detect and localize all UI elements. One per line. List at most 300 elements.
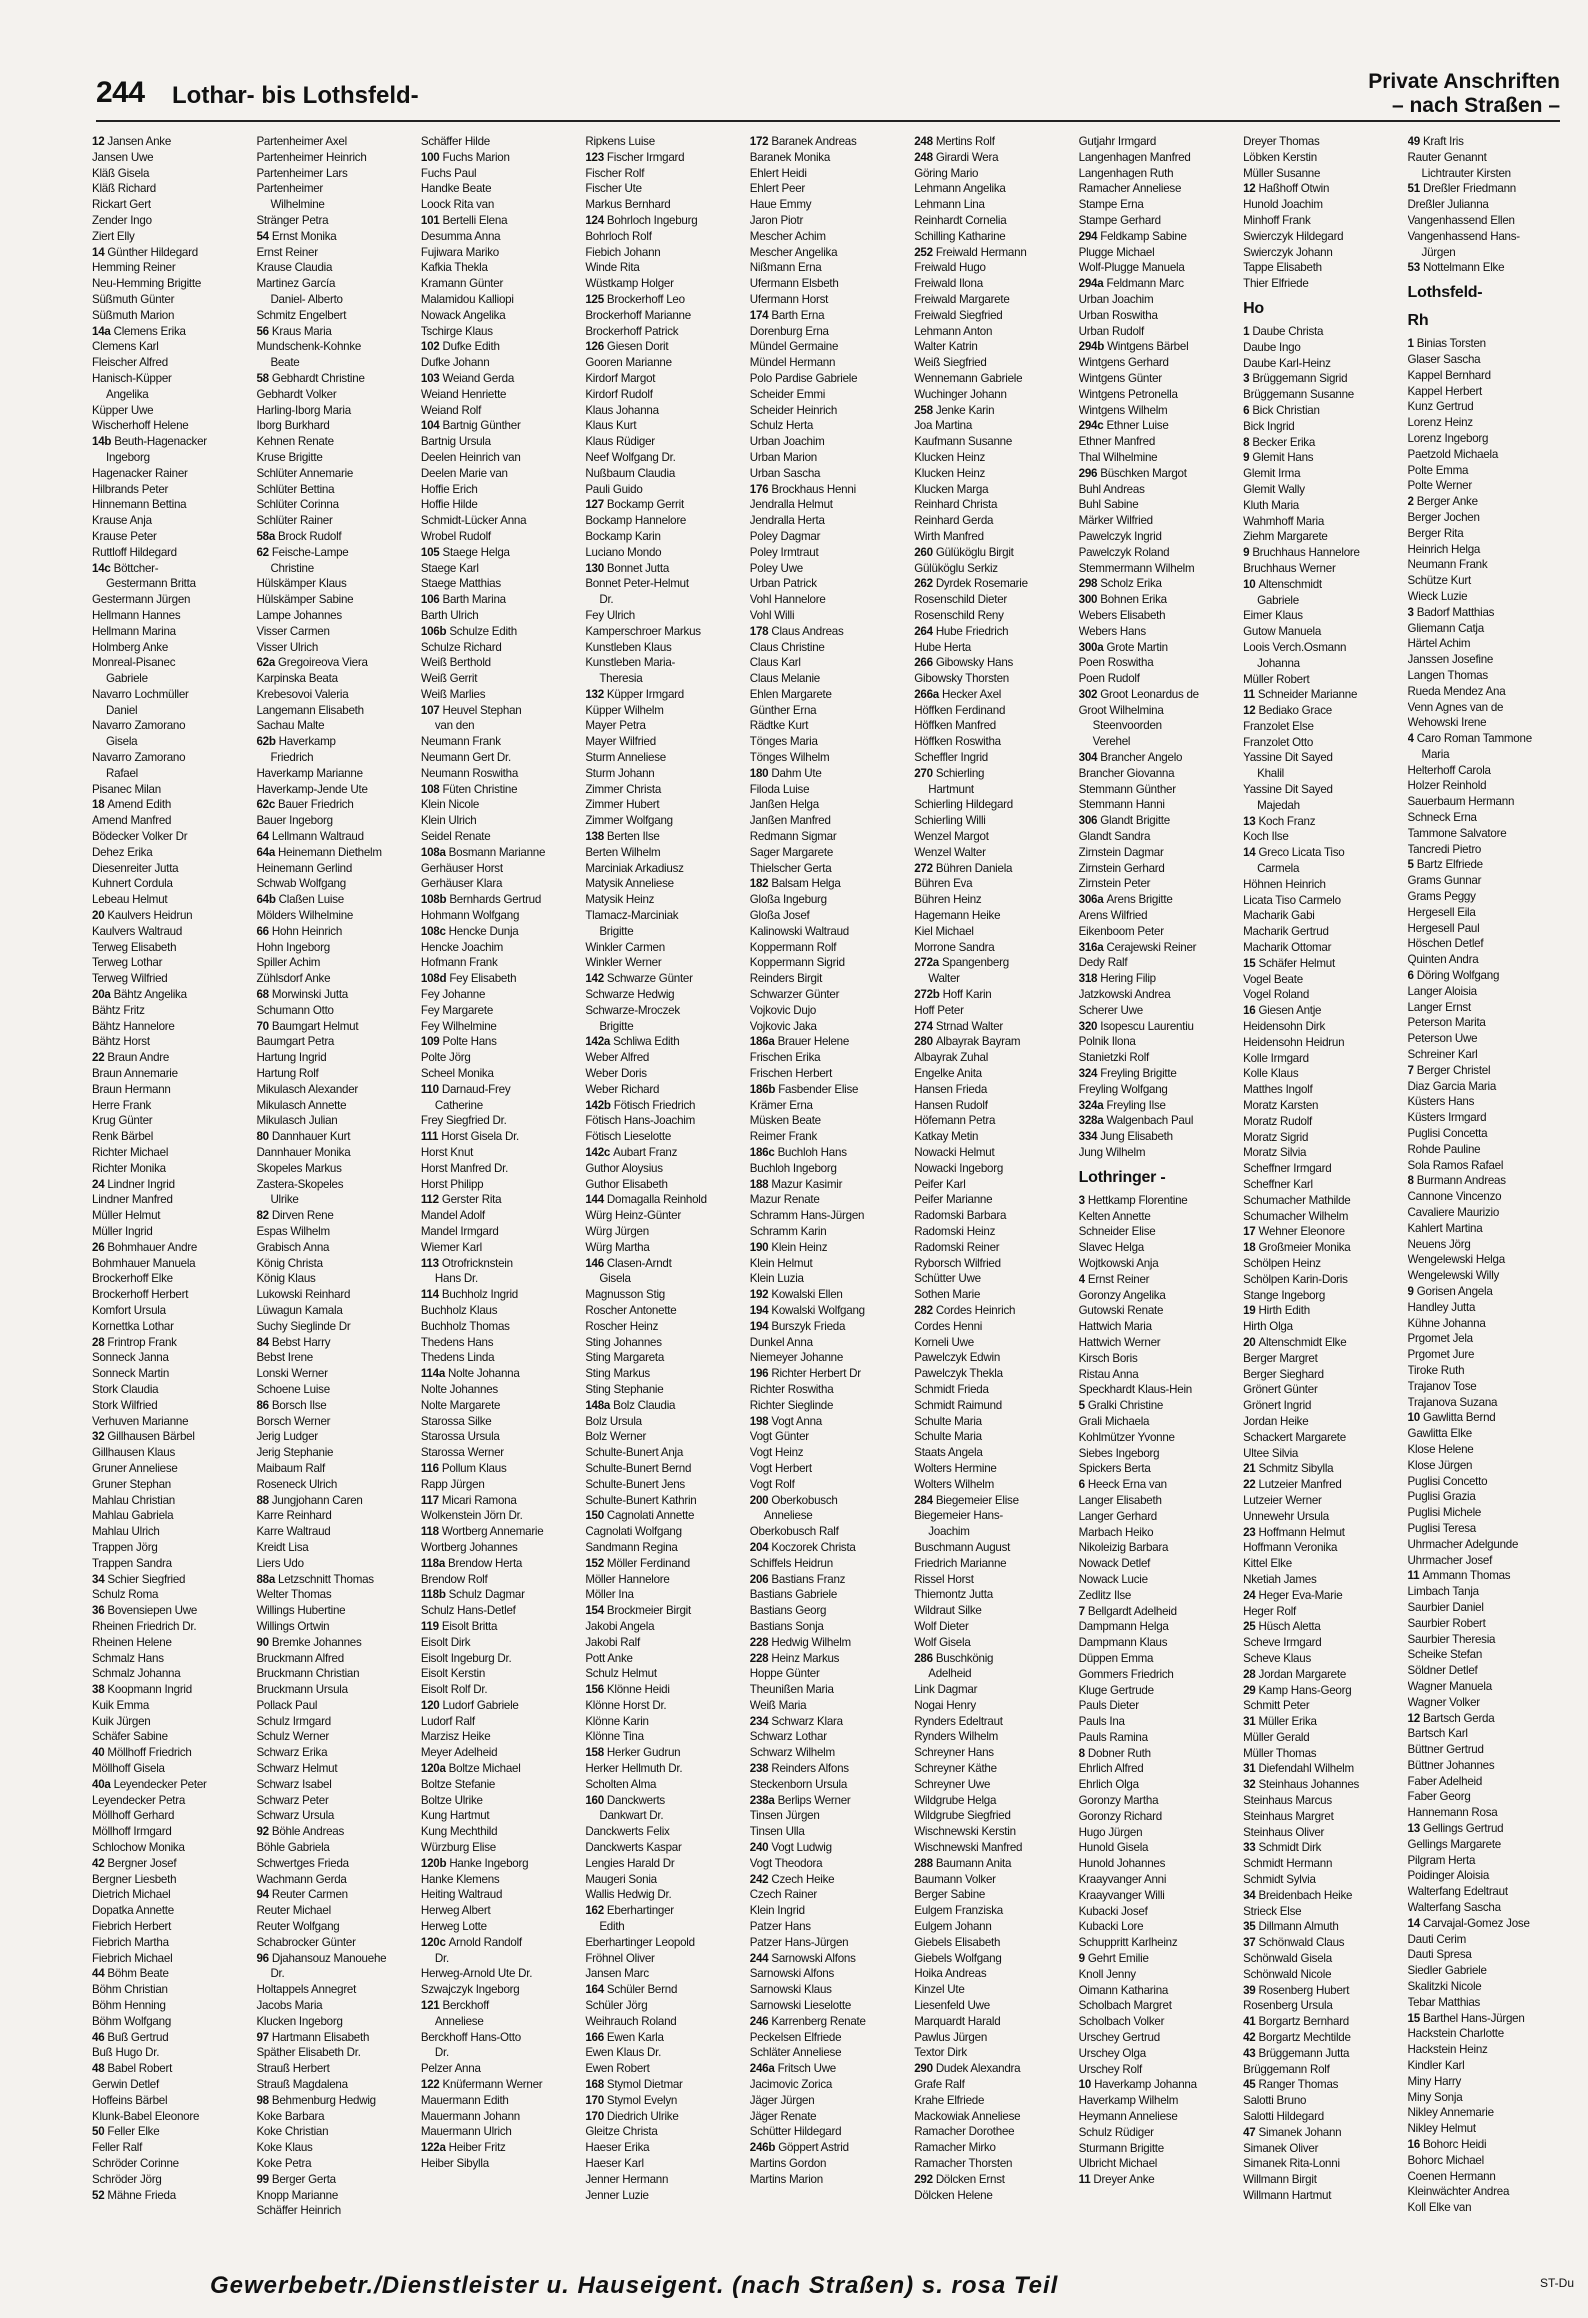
directory-entry: [585, 750, 741, 766]
directory-entry: [1079, 2093, 1235, 2109]
resident-name: Gebhardt Christine: [271, 371, 365, 385]
directory-entry: [92, 497, 248, 513]
resident-name: Berger Gerta: [271, 2172, 336, 2186]
directory-entry: [256, 1098, 412, 1114]
directory-entry: [1243, 1319, 1399, 1335]
resident-name: Baranek Andreas: [771, 135, 857, 148]
directory-entry: [421, 1350, 577, 1366]
resident-name: Berten Ilse: [606, 830, 660, 844]
resident-name: Küsters Irmgard: [1407, 1111, 1487, 1125]
directory-entry: [585, 260, 741, 276]
resident-name: Klunk-Babel Eleonore: [92, 2109, 200, 2123]
resident-name: Mündel Hermann: [749, 356, 836, 370]
resident-name: Berger Margret: [1243, 1351, 1318, 1365]
directory-entry: [1408, 229, 1564, 245]
directory-entry: [914, 892, 1070, 908]
directory-entry: [92, 813, 248, 829]
house-number: 8: [1407, 1174, 1414, 1188]
resident-name: Koch Franz: [1258, 814, 1316, 828]
directory-entry: [585, 1777, 741, 1793]
resident-name: Liesenfeld Uwe: [914, 1999, 990, 2013]
directory-entry: [750, 1271, 906, 1287]
resident-name: Bovensiepen Uwe: [107, 1604, 198, 1618]
resident-name: Mündel Germaine: [749, 340, 839, 354]
resident-name: Hunold Joachim: [1243, 198, 1323, 212]
resident-name: Bartnig Ursula: [420, 435, 491, 449]
resident-name: Thedens Linda: [420, 1351, 495, 1365]
resident-name: Schierling: [935, 766, 985, 780]
resident-name: Kamperschroer Markus: [585, 624, 701, 638]
resident-name: Schmidt Frieda: [914, 1382, 989, 1396]
directory-entry: [585, 1966, 741, 1982]
directory-column: [750, 134, 906, 2264]
directory-entry: [92, 561, 248, 577]
directory-entry: [914, 1840, 1070, 1856]
directory-entry: [914, 1951, 1070, 1967]
resident-name: Jordan Heike: [1243, 1414, 1309, 1428]
resident-name: Schmidt Sylvia: [1243, 1873, 1316, 1887]
directory-entry: [421, 276, 577, 292]
resident-name: Weber Doris: [585, 1067, 647, 1081]
directory-entry: [92, 1161, 248, 1177]
directory-entry: [1243, 640, 1399, 656]
resident-name: Reuter Michael: [256, 1904, 331, 1918]
resident-name: Wintgens Günter: [1078, 371, 1162, 385]
directory-entry: [1408, 1252, 1564, 1268]
resident-name: Schulz Hans-Detlef: [420, 1604, 516, 1618]
directory-entry: [1243, 782, 1399, 798]
directory-entry: [92, 750, 248, 766]
resident-name: Ziert Elly: [92, 229, 135, 243]
resident-name: Klönne Karin: [585, 1714, 649, 1728]
resident-name: Klaus Kurt: [585, 419, 637, 433]
house-number: 90: [256, 1635, 269, 1649]
directory-entry: [92, 845, 248, 861]
resident-name: Klaus Rüdiger: [585, 435, 655, 449]
directory-entry: [585, 418, 741, 434]
resident-name: Lutzeier Manfred: [1258, 1478, 1342, 1492]
resident-name: Ewen Klaus Dr.: [585, 2046, 662, 2060]
house-number: 9: [1078, 1952, 1085, 1966]
directory-entry: [750, 1366, 906, 1382]
resident-name: Mescher Achim: [749, 229, 826, 243]
house-number: 106: [420, 593, 440, 607]
directory-entry: [585, 734, 741, 750]
resident-name: Haßhoff Otwin: [1258, 182, 1330, 196]
resident-name: Visser Carmen: [256, 624, 330, 638]
resident-name: Espas Wilhelm: [256, 1224, 330, 1238]
directory-entry: [1079, 434, 1235, 450]
resident-name: Dannhauer Monika: [256, 1146, 351, 1159]
directory-entry: [750, 2156, 906, 2172]
directory-entry: [1243, 1461, 1399, 1477]
resident-name: Müller Thomas: [1243, 1746, 1317, 1760]
directory-entry: [585, 1414, 741, 1430]
directory-entry: [750, 1319, 906, 1335]
directory-entry: [1079, 624, 1235, 640]
resident-name: Angelika: [106, 387, 149, 401]
resident-name: Miny Harry: [1407, 2074, 1462, 2088]
directory-entry: [1079, 640, 1235, 656]
resident-name: Feldkamp Sabine: [1100, 229, 1187, 243]
directory-entry: [92, 434, 248, 450]
directory-entry: [585, 2124, 741, 2140]
resident-name: Ufermann Elsbeth: [749, 277, 839, 291]
resident-name: Partenheimer Axel: [256, 135, 347, 148]
directory-entry: [1079, 1382, 1235, 1398]
resident-name: Karre Waltraud: [256, 1525, 331, 1539]
directory-entry: [914, 1556, 1070, 1572]
directory-entry: [256, 892, 412, 908]
house-number: 6: [1078, 1478, 1085, 1492]
directory-entry: [1079, 876, 1235, 892]
resident-name: Mandel Adolf: [420, 1209, 485, 1223]
directory-entry: [1079, 1572, 1235, 1588]
resident-name: Weiß Maria: [749, 1698, 807, 1712]
house-number: 150: [585, 1509, 604, 1523]
resident-name: Eisolt Ingeburg Dr.: [420, 1651, 512, 1665]
house-number: 286: [914, 1651, 933, 1665]
directory-entry: [1243, 435, 1399, 451]
resident-name: Steenvoorden: [1092, 719, 1162, 733]
house-number: 18: [1243, 1241, 1256, 1255]
resident-name: Kaulvers Waltraud: [92, 924, 183, 938]
resident-name: Koch Ilse: [1243, 830, 1289, 844]
directory-entry: [1079, 1683, 1235, 1699]
resident-name: Gabriele: [106, 672, 148, 686]
resident-name: Dufke Edith: [442, 340, 500, 354]
entry-continuation: [256, 197, 412, 213]
resident-name: Tancredi Pietro: [1407, 842, 1482, 856]
directory-entry: [1079, 1003, 1235, 1019]
resident-name: Hencke Joachim: [420, 940, 504, 954]
resident-name: Horst Gisela Dr.: [441, 1130, 520, 1144]
directory-entry: [1408, 213, 1564, 229]
resident-name: Wintgens Gerhard: [1078, 356, 1169, 370]
entry-continuation: [92, 703, 248, 719]
directory-entry: [256, 166, 412, 182]
directory-entry: [585, 1698, 741, 1714]
resident-name: Strieck Else: [1243, 1904, 1302, 1918]
resident-name: Schramm Hans-Jürgen: [749, 1209, 865, 1223]
directory-entry: [1243, 229, 1399, 245]
resident-name: Mauermann Edith: [420, 2093, 509, 2107]
directory-entry: [1408, 921, 1564, 937]
resident-name: Haverkamp: [278, 735, 336, 749]
directory-entry: [1408, 715, 1564, 731]
resident-name: Peterson Uwe: [1407, 1032, 1478, 1046]
resident-name: Lengies Harald Dr: [585, 1856, 675, 1870]
resident-name: Dyrdek Rosemarie: [935, 577, 1028, 591]
resident-name: Pelzer Anna: [420, 2062, 481, 2076]
house-number: 138: [585, 830, 604, 844]
directory-entry: [585, 1477, 741, 1493]
directory-entry: [256, 861, 412, 877]
resident-name: Marzisz Heike: [420, 1730, 491, 1744]
resident-name: Giebels Wolfgang: [914, 1951, 1002, 1965]
resident-name: Haverkamp Marianne: [256, 766, 363, 780]
resident-name: Ultee Silvia: [1243, 1446, 1299, 1460]
resident-name: Cannone Vincenzo: [1407, 1190, 1502, 1204]
directory-entry: [256, 1982, 412, 1998]
resident-name: Weber Richard: [585, 1082, 660, 1096]
resident-name: Koppermann Sigrid: [749, 956, 845, 970]
resident-name: Sola Ramos Rafael: [1407, 1158, 1504, 1172]
resident-name: Babel Robert: [107, 2062, 173, 2076]
resident-name: Karre Reinhard: [256, 1509, 332, 1523]
resident-name: Fiebrich Michael: [92, 1951, 173, 1965]
directory-entry: [585, 497, 741, 513]
directory-entry: [92, 1113, 248, 1129]
directory-entry: [256, 1382, 412, 1398]
resident-name: Düppen Emma: [1078, 1651, 1154, 1665]
resident-name: Urban Joachim: [1078, 292, 1154, 306]
resident-name: Pilgram Herta: [1407, 1853, 1476, 1867]
directory-entry: [421, 608, 577, 624]
directory-entry: [92, 1824, 248, 1840]
resident-name: Gruner Stephan: [92, 1477, 171, 1491]
house-number: 25: [1243, 1620, 1256, 1634]
directory-entry: [1408, 1600, 1564, 1616]
resident-name: Krause Anja: [92, 514, 152, 528]
resident-name: Dreßler Julianna: [1407, 198, 1489, 212]
resident-name: Wildraut Silke: [914, 1604, 982, 1618]
directory-entry: [914, 260, 1070, 276]
directory-entry: [1408, 384, 1564, 400]
house-number: 46: [92, 2030, 105, 2044]
directory-entry: [256, 1508, 412, 1524]
resident-name: Siebes Ingeborg: [1078, 1446, 1160, 1460]
directory-entry: [92, 1350, 248, 1366]
resident-name: Berger Christel: [1416, 1063, 1491, 1077]
directory-entry: [1408, 1884, 1564, 1900]
directory-entry: [585, 1208, 741, 1224]
directory-entry: [1079, 1525, 1235, 1541]
directory-entry: [1243, 340, 1399, 356]
directory-entry: [92, 1572, 248, 1588]
resident-name: Christine: [270, 561, 314, 575]
house-number: 49: [1407, 135, 1420, 148]
directory-entry: [1408, 1221, 1564, 1237]
resident-name: Terweg Elisabeth: [92, 940, 177, 954]
house-number: 320: [1078, 1019, 1098, 1033]
directory-entry: [92, 1335, 248, 1351]
resident-name: Pollack Paul: [256, 1698, 318, 1712]
resident-name: Scheike Stefan: [1407, 1648, 1483, 1662]
resident-name: Hinnemann Bettina: [92, 498, 187, 512]
resident-name: Ernst Monika: [271, 229, 337, 243]
resident-name: Hoffie Hilde: [420, 498, 478, 512]
resident-name: Müller Helmut: [92, 1209, 161, 1223]
resident-name: Reinders Birgit: [749, 972, 823, 986]
directory-entry: [1243, 1714, 1399, 1730]
resident-name: Brockerhoff Patrick: [585, 324, 679, 338]
resident-name: Scheve Klaus: [1243, 1651, 1312, 1665]
resident-name: Theunißen Maria: [749, 1683, 834, 1697]
resident-name: Wolkenstein Jörn Dr.: [420, 1509, 523, 1523]
resident-name: Steinhaus Johannes: [1258, 1778, 1360, 1792]
resident-name: Wallis Hedwig Dr.: [585, 1888, 672, 1902]
directory-entry: [585, 513, 741, 529]
resident-name: van den: [434, 719, 475, 733]
resident-name: Wagner Volker: [1407, 1695, 1480, 1709]
house-number: 113: [420, 1256, 439, 1270]
resident-name: Göppert Astrid: [778, 2141, 849, 2155]
directory-entry: [1408, 2074, 1564, 2090]
resident-name: Speckhardt Klaus-Hein: [1078, 1383, 1192, 1397]
directory-entry: [1079, 1951, 1235, 1967]
directory-entry: [750, 1666, 906, 1682]
house-number: 62c: [256, 798, 276, 812]
directory-entry: [1079, 1019, 1235, 1035]
directory-entry: [1408, 197, 1564, 213]
house-number: 194: [749, 1319, 769, 1333]
resident-name: Sonneck Martin: [92, 1367, 170, 1381]
house-number: 12: [1243, 182, 1256, 196]
house-number: 100: [420, 150, 440, 164]
directory-entry: [1243, 387, 1399, 403]
resident-name: Gerwin Detlef: [92, 2078, 159, 2092]
house-number: 80: [256, 1130, 269, 1144]
directory-entry: [1079, 418, 1235, 434]
directory-entry: [1079, 482, 1235, 498]
directory-entry: [1079, 955, 1235, 971]
resident-name: Gülüköglu Birgit: [935, 545, 1014, 559]
house-number: 44: [92, 1967, 105, 1981]
resident-name: Lichtrauter Kirsten: [1421, 166, 1511, 180]
resident-name: Eulgem Johann: [914, 1920, 992, 1934]
directory-entry: [750, 1003, 906, 1019]
directory-entry: [92, 640, 248, 656]
directory-entry: [92, 592, 248, 608]
resident-name: Buhl Andreas: [1078, 482, 1145, 496]
directory-entry: [914, 1603, 1070, 1619]
directory-entry: [1408, 336, 1564, 352]
resident-name: Schoene Luise: [256, 1382, 330, 1396]
house-number: 1: [1407, 337, 1414, 351]
house-number: 260: [914, 545, 933, 559]
directory-entry: [914, 671, 1070, 687]
resident-name: Jansen Anke: [107, 135, 172, 148]
directory-entry: [256, 1856, 412, 1872]
resident-name: Hohmann Wolfgang: [420, 909, 520, 923]
directory-entry: [914, 766, 1070, 782]
resident-name: Reimer Frank: [749, 1130, 817, 1144]
directory-entry: [256, 1572, 412, 1588]
directory-entry: [256, 545, 412, 561]
house-number: 5: [1407, 858, 1414, 872]
directory-entry: [914, 1729, 1070, 1745]
entry-continuation: [256, 1192, 412, 1208]
resident-name: Weiß Berthold: [420, 656, 491, 670]
resident-name: Rheinen Friedrich Dr.: [92, 1619, 197, 1633]
directory-entry: [750, 1145, 906, 1161]
directory-entry: [1243, 972, 1399, 988]
resident-name: Hagemann Heike: [914, 909, 1001, 923]
directory-entry: [1079, 797, 1235, 813]
house-number: 94: [256, 1888, 269, 1902]
directory-entry: [1408, 260, 1564, 276]
resident-name: Walter: [928, 972, 960, 986]
resident-name: Vogt Günter: [749, 1430, 809, 1444]
directory-entry: [750, 971, 906, 987]
directory-entry: [1408, 1789, 1564, 1805]
directory-entry: [421, 418, 577, 434]
directory-entry: [585, 197, 741, 213]
directory-entry: [585, 987, 741, 1003]
resident-name: Thiemontz Jutta: [914, 1588, 993, 1602]
directory-entry: [256, 797, 412, 813]
resident-name: Venn Agnes van de: [1407, 700, 1504, 714]
house-number: 8: [1078, 1746, 1085, 1760]
directory-entry: [585, 1729, 741, 1745]
resident-name: Herre Frank: [92, 1098, 152, 1112]
resident-name: Vogt Ludwig: [771, 1841, 832, 1855]
resident-name: Glemit Wally: [1243, 482, 1305, 496]
directory-entry: [1408, 1142, 1564, 1158]
resident-name: Link Dagmar: [914, 1683, 978, 1697]
resident-name: Küpper Wilhelm: [585, 703, 664, 717]
resident-name: Reinders Alfons: [771, 1762, 849, 1776]
resident-name: Klose Jürgen: [1407, 1458, 1473, 1472]
house-number: 126: [585, 340, 604, 354]
house-number: 118: [420, 1525, 439, 1539]
resident-name: Feische-Lampe: [271, 545, 349, 559]
directory-entry: [256, 1777, 412, 1793]
resident-name: Fiebrich Herbert: [92, 1920, 172, 1934]
resident-name: Buchloh Ingeborg: [749, 1161, 837, 1175]
resident-name: Eberhartinger Leopold: [585, 1935, 695, 1949]
directory-entry: [914, 1129, 1070, 1145]
directory-entry: [92, 260, 248, 276]
directory-entry: [1243, 324, 1399, 340]
resident-name: Zirnstein Gerhard: [1078, 861, 1165, 875]
house-number: 188: [749, 1177, 769, 1191]
resident-name: Navarro Zamorano: [92, 751, 186, 765]
directory-entry: [750, 1982, 906, 1998]
resident-name: Kaufmann Susanne: [914, 435, 1013, 449]
resident-name: Ehrlich Olga: [1078, 1778, 1139, 1792]
resident-name: Baumgart Helmut: [271, 1019, 359, 1033]
directory-entry: [914, 1477, 1070, 1493]
resident-name: Kluth Maria: [1243, 498, 1299, 512]
directory-entry: [256, 2140, 412, 2156]
resident-name: Claus Karl: [749, 656, 801, 670]
directory-entry: [256, 482, 412, 498]
resident-name: Polte Hans: [442, 1035, 497, 1049]
directory-entry: [750, 1887, 906, 1903]
resident-name: Mahlau Ulrich: [92, 1525, 160, 1539]
directory-entry: [1079, 1856, 1235, 1872]
resident-name: Kowalski Ellen: [771, 1288, 843, 1302]
resident-name: Heinemann Diethelm: [278, 845, 382, 859]
resident-name: Dölcken Helene: [914, 2188, 993, 2202]
resident-name: Dreyer Anke: [1093, 2173, 1155, 2187]
directory-entry: [1243, 1209, 1399, 1225]
entry-continuation: [1243, 861, 1399, 877]
directory-entry: [421, 1508, 577, 1524]
directory-entry: [1408, 1268, 1564, 1284]
directory-entry: [421, 576, 577, 592]
directory-entry: [1079, 371, 1235, 387]
directory-entry: [256, 1682, 412, 1698]
resident-name: Höffken Roswitha: [914, 735, 1001, 749]
directory-entry: [92, 940, 248, 956]
directory-entry: [421, 1019, 577, 1035]
directory-entry: [914, 1856, 1070, 1872]
directory-entry: [1243, 2125, 1399, 2141]
resident-name: Kolle Irmgard: [1243, 1051, 1309, 1065]
